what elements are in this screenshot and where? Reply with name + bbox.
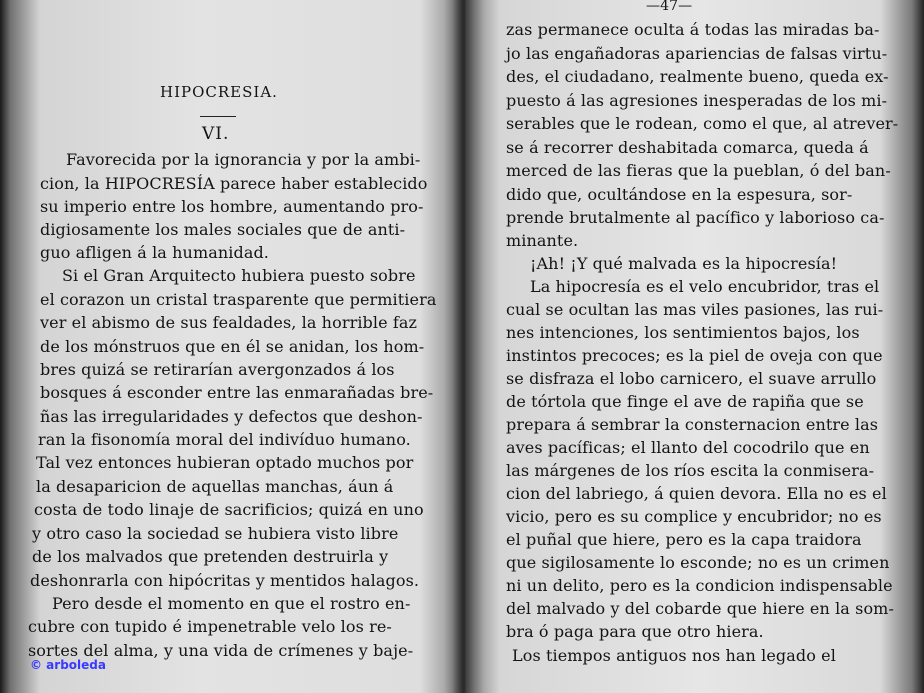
text-line: minante.	[506, 231, 579, 250]
text-line: Pero desde el momento en que el rostro en-	[52, 594, 411, 613]
text-line: cual se ocultan las mas viles pasiones, las rui-	[506, 300, 884, 319]
text-line: Los tiempos antiguos nos han legado el	[512, 646, 836, 665]
text-line: de los mónstruos que en él se anidan, los hom-	[40, 337, 425, 356]
text-line: digiosamente los males sociales que de anti-	[40, 220, 406, 239]
text-line: ¡Ah! ¡Y qué malvada es la hipocresía!	[530, 254, 838, 273]
watermark: © arboleda	[30, 658, 106, 672]
text-line: sortes del alma, y una vida de crímenes y baje-	[28, 641, 414, 660]
text-line: zas permanece oculta á todas las miradas ba-	[506, 20, 880, 39]
text-line: merced de las fieras que la pueblan, ó del ban-	[506, 161, 891, 180]
text-line: su imperio entre los hombre, aumentando pro-	[40, 197, 424, 216]
text-line: y otro caso la sociedad se hubiera visto libre	[32, 524, 399, 543]
text-line: de los malvados que pretenden destruirla y	[32, 547, 389, 566]
text-line: el puñal que hiere, pero es la capa traidora	[506, 530, 862, 549]
text-line: cion, la HIPOCRESÍA parece haber establecido	[40, 174, 428, 193]
text-line: prende brutalmente al pacífico y laborioso ca-	[506, 208, 885, 227]
chapter-number: VI.	[202, 124, 230, 144]
text-line: de tórtola que finge el ave de rapiña que se	[506, 392, 864, 411]
text-line: nes intenciones, los sentimientos bajos, los	[506, 323, 860, 342]
text-line: instintos precoces; es la piel de oveja con que	[506, 346, 883, 365]
page-number: —47—	[646, 0, 693, 14]
text-line: las márgenes de los ríos escita la conmisera-	[506, 461, 875, 480]
left-page	[0, 0, 460, 693]
text-line: el corazon un cristal trasparente que permitiera	[40, 290, 437, 309]
text-line: aves pacíficas; el llanto del cocodrilo que en	[506, 438, 870, 457]
text-line: cubre con tupido é impenetrable velo los re-	[28, 617, 392, 636]
text-line: ni un delito, pero es la condicion indispensable	[506, 576, 893, 595]
text-line: des, el ciudadano, realmente bueno, queda ex-	[506, 67, 889, 86]
text-line: del malvado y del cobarde que hiere en la som-	[506, 599, 894, 618]
text-line: ver el abismo de sus fealdades, la horrible faz	[40, 313, 418, 332]
right-page	[466, 0, 924, 693]
text-line: se disfraza el lobo carnicero, el suave arrullo	[506, 369, 877, 388]
text-line: vicio, pero es su complice y encubridor; no es	[506, 507, 882, 526]
text-line: ran la fisonomía moral del indivíduo humano.	[38, 430, 411, 449]
text-line: ñas las irregularidades y defectos que deshon-	[40, 407, 423, 426]
chapter-title: HIPOCRESIA.	[160, 83, 278, 101]
text-line: se á recorrer deshabitada comarca, queda á	[506, 138, 869, 157]
text-line: serables que le rodean, como el que, al atrever-	[506, 114, 899, 133]
text-line: puesto á las agresiones inesperadas de los mi-	[506, 91, 888, 110]
text-line: bres quizá se retirarían avergonzados á los	[40, 360, 395, 379]
text-line: cion del labriego, á quien devora. Ella no es el	[506, 484, 887, 503]
text-line: La hipocresía es el velo encubridor, tras el	[530, 277, 880, 296]
text-line: prepara á sembrar la consternacion entre las	[506, 415, 879, 434]
title-divider	[200, 116, 236, 117]
text-line: Favorecida por la ignorancia y por la ambi-	[66, 150, 421, 169]
text-line: costa de todo linaje de sacrificios; quizá en uno	[34, 500, 424, 519]
text-line: que sigilosamente lo esconde; no es un crimen	[506, 553, 890, 572]
text-line: bra ó paga para que otro hiera.	[506, 622, 764, 641]
text-line: Tal vez entonces hubieran optado muchos por	[36, 453, 414, 472]
text-line: jo las engañadoras apariencias de falsas virtu-	[506, 44, 888, 63]
text-line: Si el Gran Arquitecto hubiera puesto sobre	[62, 266, 416, 285]
text-line: guo afligen á la humanidad.	[40, 243, 269, 262]
text-line: dido que, ocultándose en la espesura, sor-	[506, 185, 853, 204]
text-line: bosques á esconder entre las enmarañadas bre-	[40, 383, 434, 402]
text-line: deshonrarla con hipócritas y mentidos halagos.	[30, 571, 420, 590]
text-line: la desaparicion de aquellas manchas, áun á	[36, 477, 394, 496]
